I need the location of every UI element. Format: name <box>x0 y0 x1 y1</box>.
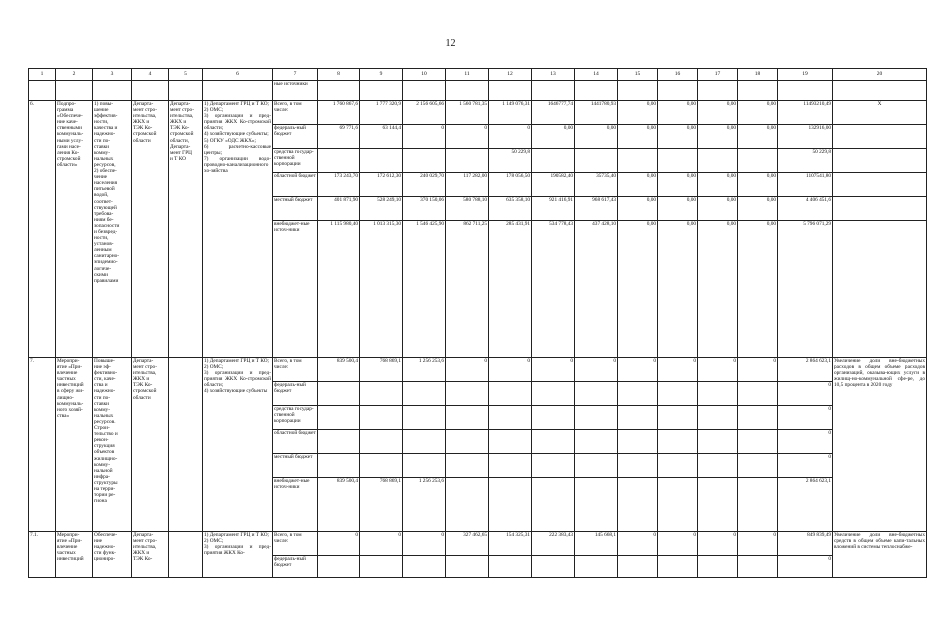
amount-cell: 580 788,10 <box>446 197 489 221</box>
amount-cell <box>618 454 658 478</box>
amount-cell: 327 462,65 <box>446 532 489 556</box>
header-cell: 18 <box>738 69 778 81</box>
amount-cell <box>658 454 698 478</box>
amount-cell: 862 711,25 <box>446 221 489 358</box>
amount-cell <box>618 430 658 454</box>
amount-cell <box>489 454 532 478</box>
amount-cell: 968 617,43 <box>575 197 618 221</box>
amount-cell: 0 <box>778 406 833 430</box>
amount-cell: 0 <box>489 125 532 149</box>
table-cell <box>618 81 658 101</box>
funding-source: средства государ-ственной корпорации <box>273 406 318 430</box>
amount-cell: 240 029,70 <box>403 173 446 197</box>
amount-cell <box>618 382 658 406</box>
row-number: 7. <box>29 358 56 532</box>
co-executor: Департа- мент стро- ительства, ЖКХ и ТЭК Ко- стромской области, Департа- мент ГРЦ и Т КО <box>169 101 203 358</box>
amount-cell <box>403 430 446 454</box>
amount-cell: 0,00 <box>618 197 658 221</box>
amount-cell: 2 156 605,66 <box>403 101 446 125</box>
amount-cell <box>532 556 575 578</box>
amount-cell <box>618 556 658 578</box>
amount-cell: 1646777,74 <box>532 101 575 125</box>
table-cell <box>93 81 132 101</box>
amount-cell: 63 144,4 <box>360 125 403 149</box>
amount-cell <box>698 556 738 578</box>
amount-cell: 401 871,90 <box>318 197 360 221</box>
header-cell: 19 <box>778 69 833 81</box>
expected-result <box>833 125 927 149</box>
funding-source: федераль-ный бюджет <box>273 556 318 578</box>
measure-goal: Обеспече- ние надежно- сти функ- циониро- <box>93 532 132 578</box>
co-executor <box>169 532 203 578</box>
amount-cell: 1 013 315,30 <box>360 221 403 358</box>
amount-cell <box>403 556 446 578</box>
amount-cell <box>738 382 778 406</box>
header-row <box>29 69 927 81</box>
header-cell: 5 <box>169 69 203 81</box>
funding-source: областной бюджет <box>273 173 318 197</box>
amount-cell: 0,00 <box>658 125 698 149</box>
funding-source: средства государ-ственной корпорации <box>273 149 318 173</box>
amount-cell <box>698 406 738 430</box>
amount-cell <box>738 406 778 430</box>
amount-cell: 0 <box>778 382 833 406</box>
amount-cell: 5 796 071,29 <box>778 221 833 358</box>
table-row <box>29 101 927 125</box>
amount-cell: 0,00 <box>658 173 698 197</box>
amount-cell <box>318 406 360 430</box>
amount-cell: 0,00 <box>618 125 658 149</box>
amount-cell <box>698 478 738 532</box>
amount-cell <box>618 478 658 532</box>
header-cell: 16 <box>658 69 698 81</box>
table-cell <box>575 81 618 101</box>
amount-cell: 0 <box>778 430 833 454</box>
amount-cell: 839 500,4 <box>318 478 360 532</box>
amount-cell: 370 150,06 <box>403 197 446 221</box>
table-cell <box>169 81 203 101</box>
amount-cell: 1 760 867,6 <box>318 101 360 125</box>
amount-cell: 1441780,93 <box>575 101 618 125</box>
amount-cell: 0 <box>698 358 738 382</box>
measure-name: Меропри- ятие «При- влечение частных инвестиций <box>56 532 93 578</box>
funding-source: Всего, в том числе: <box>273 532 318 556</box>
responsible-executor: Департа- мент стро- ительства, ЖКХ и ТЭК Ко- <box>132 532 169 578</box>
amount-cell <box>403 149 446 173</box>
header-cell: 7 <box>273 69 318 81</box>
amount-cell: 1 777 320,9 <box>360 101 403 125</box>
amount-cell <box>658 430 698 454</box>
table-cell <box>132 81 169 101</box>
amount-cell: 0 <box>738 358 778 382</box>
amount-cell: 1 149 076,31 <box>489 101 532 125</box>
table-cell <box>56 81 93 101</box>
amount-cell <box>360 556 403 578</box>
amount-cell: 0 <box>618 358 658 382</box>
participants: 1) Департамент ГРЦ и Т КО; 2) ОМС; 3) организации и пред-приятия ЖКХ Ко-стромской области; 4) хозяйствующие субъекты; 5) ОГКУ «ОДС ЖКХ»; 6) расчетно-кассовые центры; 7) организации водо-проводно-канализационного хо-зяйства <box>203 101 273 358</box>
table-row <box>29 532 927 556</box>
amount-cell <box>403 382 446 406</box>
amount-cell <box>575 454 618 478</box>
amount-cell: 0,00 <box>658 197 698 221</box>
header-cell: 14 <box>575 69 618 81</box>
amount-cell <box>698 382 738 406</box>
amount-cell <box>618 406 658 430</box>
amount-cell: 50 229,8 <box>489 149 532 173</box>
source-cell: ные источники <box>273 81 318 101</box>
amount-cell <box>575 149 618 173</box>
header-cell: 6 <box>203 69 273 81</box>
amount-cell: 0 <box>446 125 489 149</box>
amount-cell: 0,00 <box>532 125 575 149</box>
amount-cell <box>698 149 738 173</box>
co-executor <box>169 358 203 532</box>
table-cell <box>360 81 403 101</box>
amount-cell <box>738 430 778 454</box>
amount-cell: 0,00 <box>698 125 738 149</box>
amount-cell: 178 056,50 <box>489 173 532 197</box>
table-cell <box>489 81 532 101</box>
amount-cell <box>738 149 778 173</box>
amount-cell: 921 416,91 <box>532 197 575 221</box>
amount-cell <box>446 430 489 454</box>
amount-cell: 1107541,80 <box>778 173 833 197</box>
measure-goal: Повыше- ние эф- фективно- сти, каче- ства и надежно- сти по- ставки комму- нальных ресурсов. Строи- тельство и рекон- струкция объектов жилищно- комму- нальной инфра- структуры на терри- тории ре- гиона <box>93 358 132 532</box>
amount-cell <box>446 149 489 173</box>
amount-cell: 839 500,4 <box>318 358 360 382</box>
amount-cell: 222 383,43 <box>532 532 575 556</box>
amount-cell <box>532 454 575 478</box>
amount-cell <box>698 454 738 478</box>
funding-source: федераль-ный бюджет <box>273 125 318 149</box>
amount-cell: 528 249,10 <box>360 197 403 221</box>
continuation-row <box>29 81 927 101</box>
amount-cell <box>575 430 618 454</box>
expected-result <box>833 149 927 173</box>
table-cell <box>833 81 927 101</box>
amount-cell: 635 358,10 <box>489 197 532 221</box>
amount-cell: 0 <box>403 125 446 149</box>
amount-cell <box>446 478 489 532</box>
table-cell <box>318 81 360 101</box>
header-cell: 15 <box>618 69 658 81</box>
participants: 1) Департамент ГРЦ и Т КО; 2) ОМС; 3) организации и пред-приятия ЖКХ Ко-стромской области; 4) хозяйствующие субъекты <box>203 358 273 532</box>
amount-cell <box>318 454 360 478</box>
amount-cell <box>360 149 403 173</box>
header-cell: 12 <box>489 69 532 81</box>
amount-cell <box>318 556 360 578</box>
budget-table <box>28 68 927 578</box>
header-cell: 3 <box>93 69 132 81</box>
amount-cell: 0,00 <box>698 221 738 358</box>
amount-cell <box>446 382 489 406</box>
amount-cell: 1 115 980,40 <box>318 221 360 358</box>
funding-source: местный бюджет <box>273 197 318 221</box>
amount-cell: 768 869,1 <box>360 358 403 382</box>
responsible-executor: Департа- мент стро- ительства, ЖКХ и ТЭК Ко- стромской области <box>132 101 169 358</box>
amount-cell: 0,00 <box>698 101 738 125</box>
amount-cell <box>489 406 532 430</box>
expected-result: Увеличение доли вне-бюджетных расходов в общем объеме расходов организаций, оказыва-ющих услуги в жилищ-но-коммунальной сфе-ре, до 10,5 процента в 2020 году <box>833 358 927 532</box>
amount-cell: 0 <box>618 532 658 556</box>
amount-cell <box>532 430 575 454</box>
table-cell <box>738 81 778 101</box>
table-cell <box>658 81 698 101</box>
amount-cell: 0 <box>532 358 575 382</box>
amount-cell <box>658 478 698 532</box>
amount-cell: 154 325,31 <box>489 532 532 556</box>
amount-cell: 0 <box>698 532 738 556</box>
amount-cell <box>446 454 489 478</box>
header-cell: 2 <box>56 69 93 81</box>
amount-cell: 0,00 <box>738 125 778 149</box>
amount-cell: 0,00 <box>618 101 658 125</box>
amount-cell <box>446 406 489 430</box>
amount-cell: 0,00 <box>575 125 618 149</box>
amount-cell: 0,00 <box>618 173 658 197</box>
amount-cell: 0 <box>778 454 833 478</box>
amount-cell <box>360 430 403 454</box>
amount-cell: 0 <box>403 532 446 556</box>
amount-cell <box>738 454 778 478</box>
amount-cell <box>360 454 403 478</box>
amount-cell: 1 546 425,90 <box>403 221 446 358</box>
amount-cell: 0 <box>318 532 360 556</box>
amount-cell: 0 <box>658 358 698 382</box>
amount-cell: 0 <box>575 358 618 382</box>
table-row <box>29 358 927 382</box>
header-cell: 1 <box>29 69 56 81</box>
header-cell: 9 <box>360 69 403 81</box>
header-cell: 10 <box>403 69 446 81</box>
header-cell: 8 <box>318 69 360 81</box>
amount-cell: 190582,40 <box>532 173 575 197</box>
amount-cell <box>738 556 778 578</box>
funding-source: Всего, в том числе: <box>273 101 318 125</box>
funding-source: внебюджет-ные источ-ники <box>273 478 318 532</box>
amount-cell: 0 <box>778 556 833 578</box>
table-cell <box>698 81 738 101</box>
amount-cell <box>575 478 618 532</box>
amount-cell: 0,00 <box>738 197 778 221</box>
header-cell: 17 <box>698 69 738 81</box>
amount-cell: 4 406 451,6 <box>778 197 833 221</box>
amount-cell: 145 668,1 <box>575 532 618 556</box>
row-number: 6. <box>29 101 56 358</box>
header-cell: 20 <box>833 69 927 81</box>
expected-result: Увеличение доли вне-бюджетных средств в общем объеме капи-тальных вложений в системы теплоснабже- <box>833 532 927 578</box>
amount-cell: 849 839,49 <box>778 532 833 556</box>
amount-cell: 437 428,10 <box>575 221 618 358</box>
row-number: 7.1. <box>29 532 56 578</box>
amount-cell <box>489 478 532 532</box>
expected-result <box>833 197 927 221</box>
amount-cell <box>489 430 532 454</box>
amount-cell <box>532 149 575 173</box>
measure-goal: 1) повы- шение эффектив- ности, качества и надежно- сти по- ставки комму- нальных ресурсов, 2) обеспе- чение населения питьевой водой, соответ- ствующей требова- ниям бе- зопасности и безвред- ности, установ- ленным санитарно- эпидемио- логиче- скими правилами <box>93 101 132 358</box>
amount-cell <box>403 406 446 430</box>
amount-cell <box>658 406 698 430</box>
participants: 1) Департамент ГРЦ и Т КО; 2) ОМС; 3) организации и пред-приятия ЖКХ Ко- <box>203 532 273 578</box>
amount-cell <box>360 382 403 406</box>
header-cell: 4 <box>132 69 169 81</box>
funding-source: внебюджет-ные источ-ники <box>273 221 318 358</box>
amount-cell: 173 243,70 <box>318 173 360 197</box>
amount-cell <box>403 454 446 478</box>
amount-cell <box>446 556 489 578</box>
header-cell: 13 <box>532 69 575 81</box>
measure-name: Меропри- ятие «При- влечение частных инвестиций в сферу жи- лищно- коммуналь- ного хозяй- ства» <box>56 358 93 532</box>
amount-cell: 2 864 623,1 <box>778 478 833 532</box>
amount-cell: 0,00 <box>698 173 738 197</box>
amount-cell: 50 229,8 <box>778 149 833 173</box>
amount-cell <box>575 556 618 578</box>
expected-result <box>833 173 927 197</box>
table-cell <box>532 81 575 101</box>
amount-cell: 0 <box>489 358 532 382</box>
amount-cell: 0,00 <box>738 101 778 125</box>
amount-cell: 0 <box>360 532 403 556</box>
amount-cell <box>489 382 532 406</box>
amount-cell: 11493210,49 <box>778 101 833 125</box>
table-cell <box>403 81 446 101</box>
header-cell: 11 <box>446 69 489 81</box>
table-cell <box>778 81 833 101</box>
page-number: 12 <box>445 38 456 49</box>
funding-source: областной бюджет <box>273 430 318 454</box>
expected-result: Х <box>833 101 927 125</box>
amount-cell: 1 560 781,35 <box>446 101 489 125</box>
table-cell <box>446 81 489 101</box>
amount-cell: 172 612,30 <box>360 173 403 197</box>
amount-cell: 0,00 <box>658 101 698 125</box>
amount-cell <box>318 382 360 406</box>
amount-cell <box>360 406 403 430</box>
amount-cell: 0 <box>446 358 489 382</box>
table-cell <box>203 81 273 101</box>
amount-cell <box>658 382 698 406</box>
amount-cell: 0,00 <box>738 221 778 358</box>
amount-cell: 285 431,91 <box>489 221 532 358</box>
amount-cell <box>658 556 698 578</box>
amount-cell <box>575 382 618 406</box>
amount-cell: 2 864 623,1 <box>778 358 833 382</box>
funding-source: местный бюджет <box>273 454 318 478</box>
amount-cell <box>532 478 575 532</box>
amount-cell: 768 869,1 <box>360 478 403 532</box>
amount-cell: 0,00 <box>698 197 738 221</box>
amount-cell <box>698 430 738 454</box>
amount-cell <box>658 149 698 173</box>
amount-cell <box>532 406 575 430</box>
amount-cell: 0 <box>738 532 778 556</box>
amount-cell: 0,00 <box>658 221 698 358</box>
amount-cell: 1 256 253,6 <box>403 358 446 382</box>
amount-cell <box>575 406 618 430</box>
amount-cell: 0 <box>658 532 698 556</box>
amount-cell: 132916,00 <box>778 125 833 149</box>
amount-cell: 534 778,43 <box>532 221 575 358</box>
amount-cell: 117 282,00 <box>446 173 489 197</box>
responsible-executor: Департа- мент стро- ительства, ЖКХ и ТЭК Ко- стромской области <box>132 358 169 532</box>
amount-cell: 1 256 253,6 <box>403 478 446 532</box>
amount-cell: 35735,40 <box>575 173 618 197</box>
amount-cell <box>318 149 360 173</box>
amount-cell <box>318 430 360 454</box>
measure-name: Подпро- грамма «Обеспече- ние каче- ственными коммуналь- ными услу- гами насе- ления Ко- стромской области» <box>56 101 93 358</box>
amount-cell: 0,00 <box>618 221 658 358</box>
funding-source: Всего, в том числе: <box>273 358 318 382</box>
amount-cell <box>489 556 532 578</box>
table-cell <box>29 81 56 101</box>
amount-cell: 0,00 <box>738 173 778 197</box>
funding-source: федераль-ный бюджет <box>273 382 318 406</box>
expected-result <box>833 221 927 358</box>
amount-cell <box>532 382 575 406</box>
amount-cell <box>618 149 658 173</box>
amount-cell: 69 771,6 <box>318 125 360 149</box>
amount-cell <box>738 478 778 532</box>
